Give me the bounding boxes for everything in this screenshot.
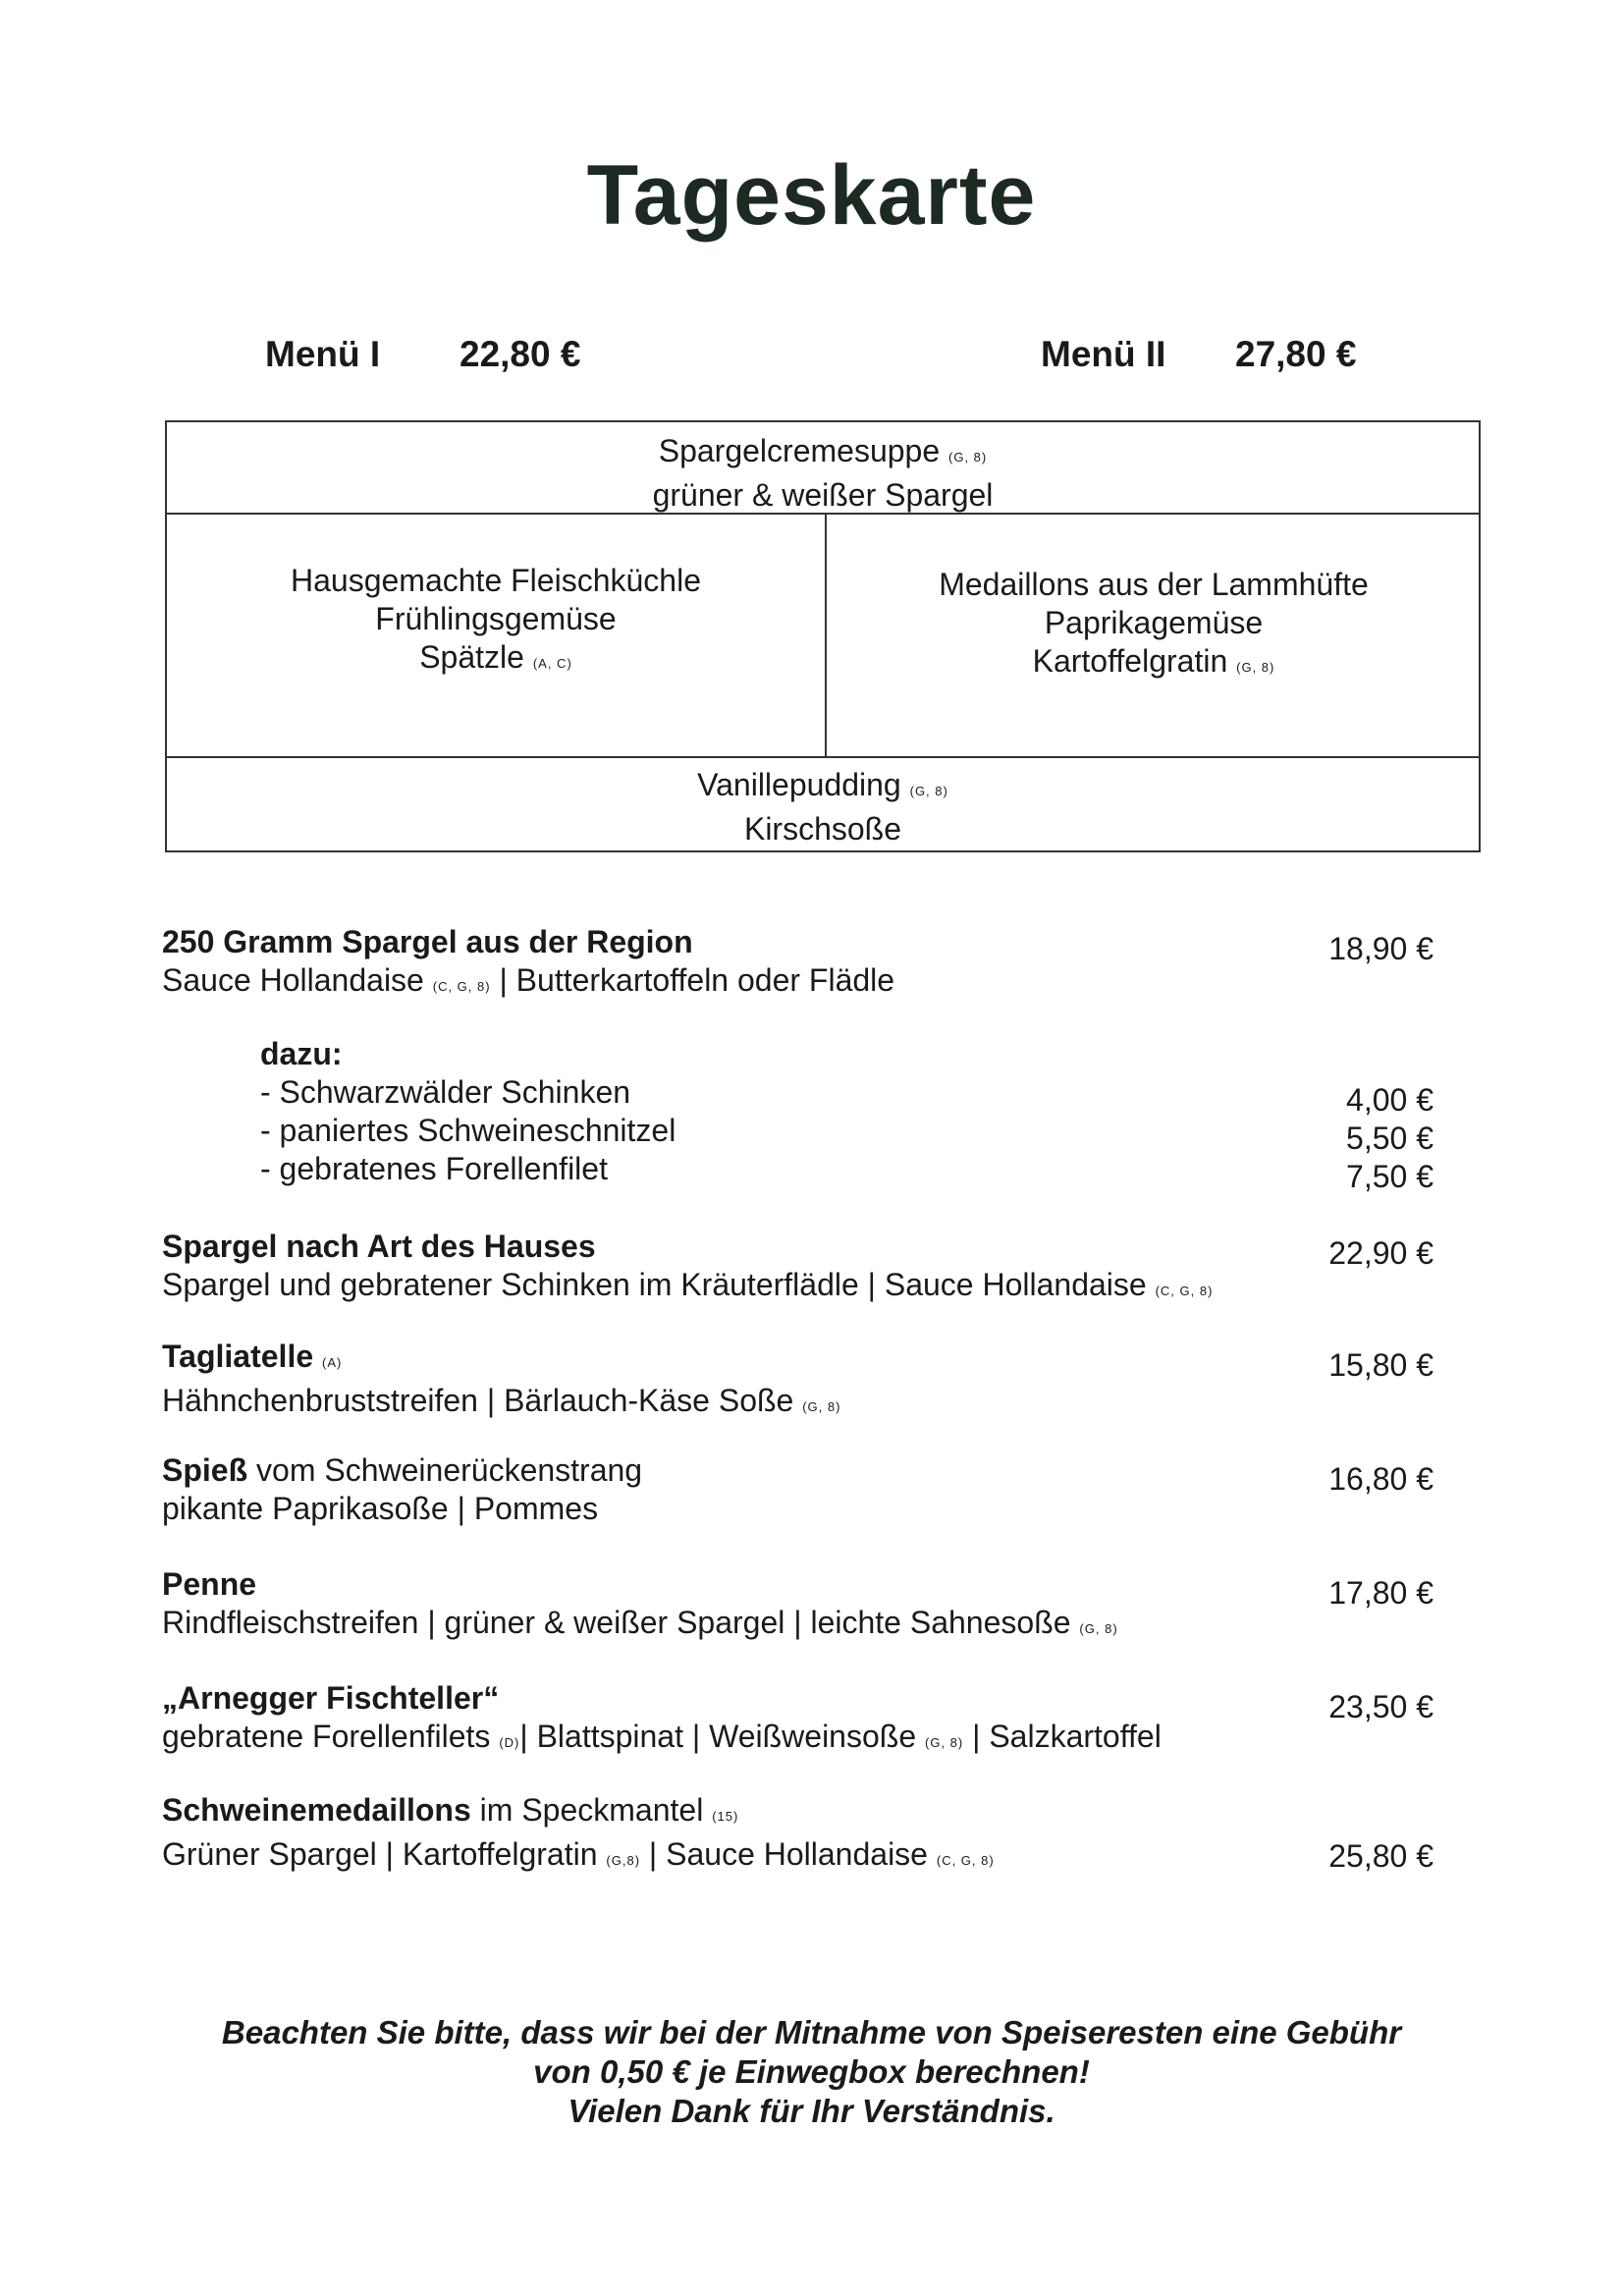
item-desc: Spargel und gebratener Schinken im Kräuterflädle | Sauce Hollandaise [162,1267,1147,1302]
menu-1-label: Menü I [265,334,381,374]
allergen-note: (C, G, 8) [432,979,491,994]
addon-price: 4,00 € [1346,1082,1434,1118]
menu-2-label: Menü II [1041,334,1166,374]
menu-item [162,1338,840,1426]
item-name: Spieß [162,1452,248,1488]
item-desc: Rindfleischstreifen | grüner & weißer Spargel | leichte Sahnesoße [162,1605,1071,1640]
item-name-rest: vom Schweinerückenstrang [247,1452,643,1488]
allergen-note: (G,8) [606,1853,641,1868]
item-price: 16,80 € [1328,1461,1434,1497]
allergen-note: (D) [499,1735,520,1750]
item-price: 22,90 € [1328,1235,1434,1271]
starter-cell [167,432,1479,515]
item-desc: | Sauce Hollandaise [648,1836,928,1872]
starter-desc: grüner & weißer Spargel [652,477,994,513]
addon-item: - paniertes Schweineschnitzel [260,1113,676,1148]
footer-line: von 0,50 € je Einwegbox berechnen! [533,2053,1090,2090]
item-desc: | Salzkartoffel [972,1719,1162,1754]
menu-table [165,420,1481,852]
allergen-note: (A) [322,1355,343,1370]
dessert-cell [167,766,1479,848]
allergen-note: (G, 8) [1079,1621,1118,1636]
footer-notice [0,2013,1623,2131]
allergen-note: (C, G, 8) [936,1853,995,1868]
menu-item [162,1679,1162,1762]
item-desc: Sauce Hollandaise [162,962,424,998]
item-desc: gebratene Forellenfilets [162,1719,491,1754]
item-name: Tagliatelle [162,1339,314,1374]
addon-price: 7,50 € [1346,1159,1434,1194]
item-name-rest: im Speckmantel [470,1792,704,1828]
item-price: 17,80 € [1328,1575,1434,1611]
allergen-note: (G, 8) [909,784,948,798]
menu-item [162,1451,642,1528]
item-name: 250 Gramm Spargel aus der Region [162,924,693,959]
item-desc: | Butterkartoffeln oder Flädle [490,962,895,998]
footer-line: Beachten Sie bitte, dass wir bei der Mitnahme von Speiseresten eine Gebühr [221,2014,1402,2050]
allergen-note: (G, 8) [802,1399,841,1414]
dessert-name: Vanillepudding [697,767,901,802]
addon-heading: dazu: [260,1036,343,1071]
item-desc: pikante Paprikasoße | Pommes [162,1491,599,1526]
allergen-note: (G, 8) [925,1735,964,1750]
footer-line: Vielen Dank für Ihr Verständnis. [568,2093,1055,2129]
item-name: Spargel nach Art des Hauses [162,1229,596,1264]
starter-name: Spargelcremesuppe [658,433,941,468]
page-title: Tageskarte [586,148,1037,243]
addon-list [260,1035,676,1188]
addon-item: - gebratenes Forellenfilet [260,1151,608,1186]
allergen-note: (A, C) [532,656,572,671]
menu-item [162,923,894,1006]
menu-1-price: 22,80 € [460,334,581,374]
main-right-line: Kartoffelgratin [1032,643,1228,679]
table-divider [167,756,1479,758]
item-desc: Hähnchenbruststreifen | Bärlauch-Käse Soße [162,1383,794,1418]
menu-2-price: 27,80 € [1235,334,1357,374]
item-name: Schweinemedaillons [162,1792,471,1828]
addon-price: 5,50 € [1346,1121,1434,1156]
dessert-desc: Kirschsoße [743,811,902,847]
menu-item [162,1791,995,1880]
main-right-line: Paprikagemüse [1044,605,1264,640]
main-left-cell [167,562,825,683]
main-left-line: Hausgemachte Fleischküchle [291,563,701,598]
item-name: „Arnegger Fischteller“ [162,1680,500,1716]
addon-item: - Schwarzwälder Schinken [260,1074,631,1110]
item-desc: | Blattspinat | Weißweinsoße [519,1719,917,1754]
item-desc: Grüner Spargel | Kartoffelgratin [162,1836,598,1872]
main-right-line: Medaillons aus der Lammhüfte [939,567,1369,602]
item-price: 25,80 € [1328,1838,1434,1874]
main-left-line: Frühlingsgemüse [375,601,617,636]
item-name: Penne [162,1566,257,1602]
main-left-line: Spätzle [419,639,524,675]
allergen-note: (15) [712,1809,739,1824]
item-price: 23,50 € [1328,1689,1434,1724]
menu-item [162,1228,1213,1310]
allergen-note: (G, 8) [948,450,988,465]
item-price: 18,90 € [1328,931,1434,966]
allergen-note: (G, 8) [1236,660,1275,675]
item-price: 15,80 € [1328,1347,1434,1383]
allergen-note: (C, G, 8) [1155,1284,1214,1298]
menu-item [162,1565,1118,1648]
main-right-cell [825,566,1483,686]
